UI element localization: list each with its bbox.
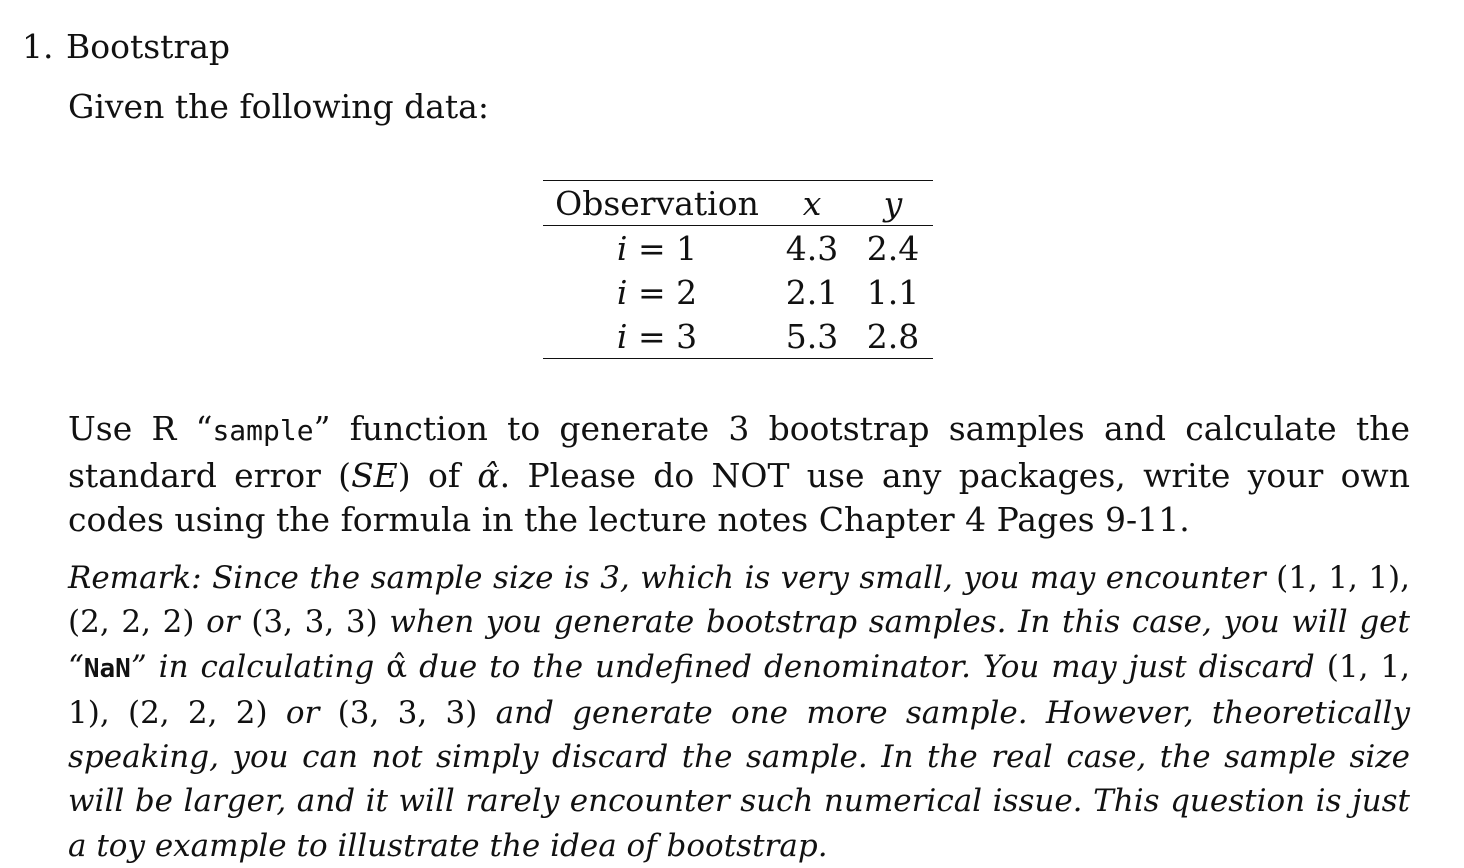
remark-text: when you generate bootstrap samples. In this case, you will get “ [68,604,1410,685]
intro-text: Given the following data: [68,87,489,126]
obs-index-var: i [616,228,628,268]
remark-comma: , [1400,560,1410,596]
x-cell: 5.3 [785,316,839,356]
obs-index-value: = 2 [627,272,698,312]
tuple-333: (3, 3, 3) [337,694,478,731]
table-row [543,226,933,271]
instructions-text: ) of [397,455,478,495]
code-sample: sample [212,414,314,447]
question-number: 1. [22,27,54,66]
instructions-text: . Please do NOT use any packages, write your own codes using the formula in the lecture notes Chapter 4 Pages 9-11. [68,455,1410,539]
alpha-hat-symbol: α̂ [477,455,500,495]
observation-cell [543,314,771,359]
obs-index-var: i [616,272,628,312]
tuple-333: (3, 3, 3) [251,604,378,641]
x-cell: 2.1 [785,272,839,312]
observation-cell [543,270,771,314]
obs-index-value: = 3 [627,316,698,356]
remark-text: or [267,694,338,731]
remark-comma: , [99,694,128,731]
alpha-hat-symbol: α̂ [386,648,408,685]
remark-text: or [194,604,252,641]
instructions-paragraph [68,407,1410,543]
table-header-row [543,181,933,226]
data-table [543,180,933,359]
y-cell: 1.1 [866,272,920,312]
observation-cell [543,226,771,271]
table-row [543,270,933,314]
question-heading [22,24,230,70]
instructions-text: Use R “ [68,409,213,448]
remark-text: Remark: Since the sample size is 3, which is very small, you may encounter [68,560,1277,596]
x-cell: 4.3 [785,228,839,268]
table-row [543,314,933,359]
header-x: x [802,183,822,223]
obs-index-value: = 1 [627,228,698,268]
tuple-222: (2, 2, 2) [68,604,195,641]
question-title: Bootstrap [66,27,231,66]
se-symbol: SE [351,455,398,495]
header-observation: Observation [555,183,759,223]
obs-index-var: i [616,316,628,356]
remark-paragraph [68,556,1410,868]
tuple-111: (1, 1, 1) [68,648,1410,731]
remark-text: due to the undefined denominator. You may just discard [407,648,1327,685]
remark-text: ” in calculating [130,648,387,685]
y-cell: 2.4 [866,228,920,268]
remark-text: and generate one more sample. However, theoretically speaking, you can not simply discard the sample. In the real case, the sample size will be larger, and it will rarely encounter such numerical issue. This question is just a toy example to illustrate the idea of bootstrap. [68,694,1410,864]
instructions-text: ” function to generate 3 bootstrap samples and calculate the standard error ( [68,409,1410,495]
nan-code: NaN [83,653,131,684]
header-y: y [883,183,903,223]
tuple-111: (1, 1, 1) [1276,560,1401,596]
tuple-222: (2, 2, 2) [127,694,268,731]
y-cell: 2.8 [866,316,920,356]
